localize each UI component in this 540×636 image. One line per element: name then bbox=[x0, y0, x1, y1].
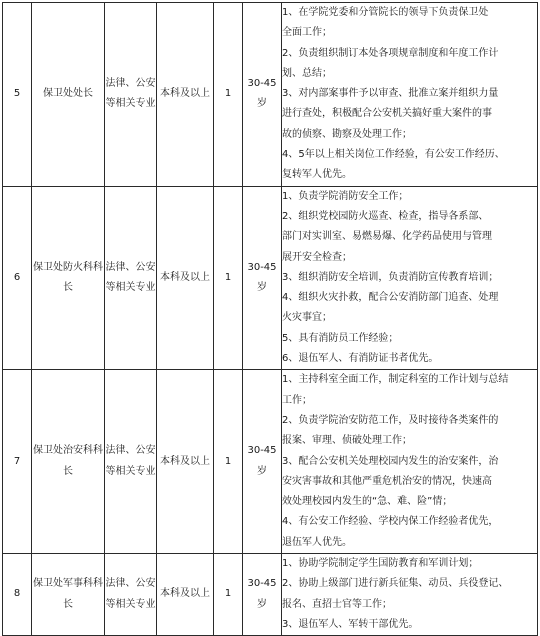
education-requirement: 本科及以上 bbox=[157, 554, 214, 636]
age-requirement: 30-45岁 bbox=[243, 554, 282, 636]
row-number: 5 bbox=[3, 3, 32, 187]
job-title: 保卫处处长 bbox=[32, 3, 105, 187]
job-duties bbox=[282, 186, 538, 370]
duty-line: 故的侦察、勘察及处理工作； bbox=[282, 128, 412, 140]
job-duties bbox=[282, 3, 538, 187]
education-requirement: 本科及以上 bbox=[157, 186, 214, 370]
row-number: 6 bbox=[3, 186, 32, 370]
table-row bbox=[3, 554, 538, 636]
duty-line: 2、组织党校园防火巡查、检查，指导各系部、 bbox=[282, 210, 489, 222]
duty-line: 划、总结； bbox=[282, 67, 332, 79]
table-row bbox=[3, 370, 538, 554]
headcount: 1 bbox=[214, 3, 243, 187]
duty-line: 火灾事宜； bbox=[282, 312, 332, 324]
education-requirement: 本科及以上 bbox=[157, 370, 214, 554]
major-requirement: 法律、公安等相关专业 bbox=[105, 370, 157, 554]
duty-line: 部门对实训室、易燃易爆、化学药品使用与管理 bbox=[282, 231, 492, 243]
duty-line: 4、5年以上相关岗位工作经验，有公安工作经历、 bbox=[282, 149, 505, 161]
major-requirement: 法律、公安等相关专业 bbox=[105, 3, 157, 187]
duty-line: 安灾害事故和其他严重危机治安的情况，快速高 bbox=[282, 475, 492, 487]
job-title: 保卫处防火科科长 bbox=[32, 186, 105, 370]
row-number: 8 bbox=[3, 554, 32, 636]
duty-line: 3、组织消防安全培训，负责消防宣传教育培训； bbox=[282, 271, 499, 283]
duty-line: 3、退伍军人、军转干部优先。 bbox=[282, 618, 419, 630]
row-number: 7 bbox=[3, 370, 32, 554]
duty-line: 进行查处，积极配合公安机关搞好重大案件的事 bbox=[282, 108, 492, 120]
duty-line: 1、在学院党委和分管院长的领导下负责保卫处 bbox=[282, 7, 489, 18]
duty-line: 复转军人优先。 bbox=[282, 169, 352, 181]
duty-line: 2、负责组织制订本处各项规章制度和年度工作计 bbox=[282, 47, 499, 59]
major-requirement: 法律、公安等相关专业 bbox=[105, 554, 157, 636]
duty-line: 2、协助上级部门进行新兵征集、动员、兵役登记、 bbox=[282, 578, 509, 590]
duty-line: 6、退伍军人、有消防证书者优先。 bbox=[282, 353, 439, 365]
job-table bbox=[2, 2, 538, 636]
duty-line: 报名、直招士官等工作； bbox=[282, 598, 392, 610]
duty-line: 5、具有消防员工作经验； bbox=[282, 332, 399, 344]
headcount: 1 bbox=[214, 554, 243, 636]
duty-line: 1、协助学院制定学生国防教育和军训计划； bbox=[282, 558, 479, 570]
duty-line: 2、负责学院治安防范工作，及时接待各类案件的 bbox=[282, 414, 499, 426]
job-title: 保卫处军事科科长 bbox=[32, 554, 105, 636]
major-requirement: 法律、公安等相关专业 bbox=[105, 186, 157, 370]
duty-line: 4、组织火灾扑救，配合公安消防部门追查、处理 bbox=[282, 292, 499, 304]
table-row bbox=[3, 3, 538, 187]
job-title: 保卫处治安科科长 bbox=[32, 370, 105, 554]
age-requirement: 30-45岁 bbox=[243, 370, 282, 554]
duty-line: 4、有公安工作经验、学校内保工作经验者优先， bbox=[282, 516, 499, 528]
headcount: 1 bbox=[214, 186, 243, 370]
age-requirement: 30-45岁 bbox=[243, 186, 282, 370]
age-requirement: 30-45岁 bbox=[243, 3, 282, 187]
job-duties bbox=[282, 370, 538, 554]
duty-line: 退伍军人优先。 bbox=[282, 536, 352, 548]
education-requirement: 本科及以上 bbox=[157, 3, 214, 187]
duty-line: 工作； bbox=[282, 394, 312, 406]
duty-line: 展开安全检查； bbox=[282, 251, 352, 263]
headcount: 1 bbox=[214, 370, 243, 554]
duty-line: 1、负责学院消防安全工作； bbox=[282, 190, 409, 202]
job-duties bbox=[282, 554, 538, 636]
duty-line: 报案、审理、侦破处理工作； bbox=[282, 435, 412, 447]
duty-line: 3、对内部案事件予以审查、批准立案并组织力量 bbox=[282, 88, 499, 100]
duty-line: 全面工作； bbox=[282, 27, 332, 39]
duty-line: 效处理校园内发生的“急、难、险”情； bbox=[282, 496, 453, 508]
table-row bbox=[3, 186, 538, 370]
job-table-body bbox=[3, 3, 538, 636]
duty-line: 3、配合公安机关处理校园内发生的治安案件，治 bbox=[282, 455, 499, 467]
duty-line: 1、主持科室全面工作，制定科室的工作计划与总结 bbox=[282, 374, 509, 386]
